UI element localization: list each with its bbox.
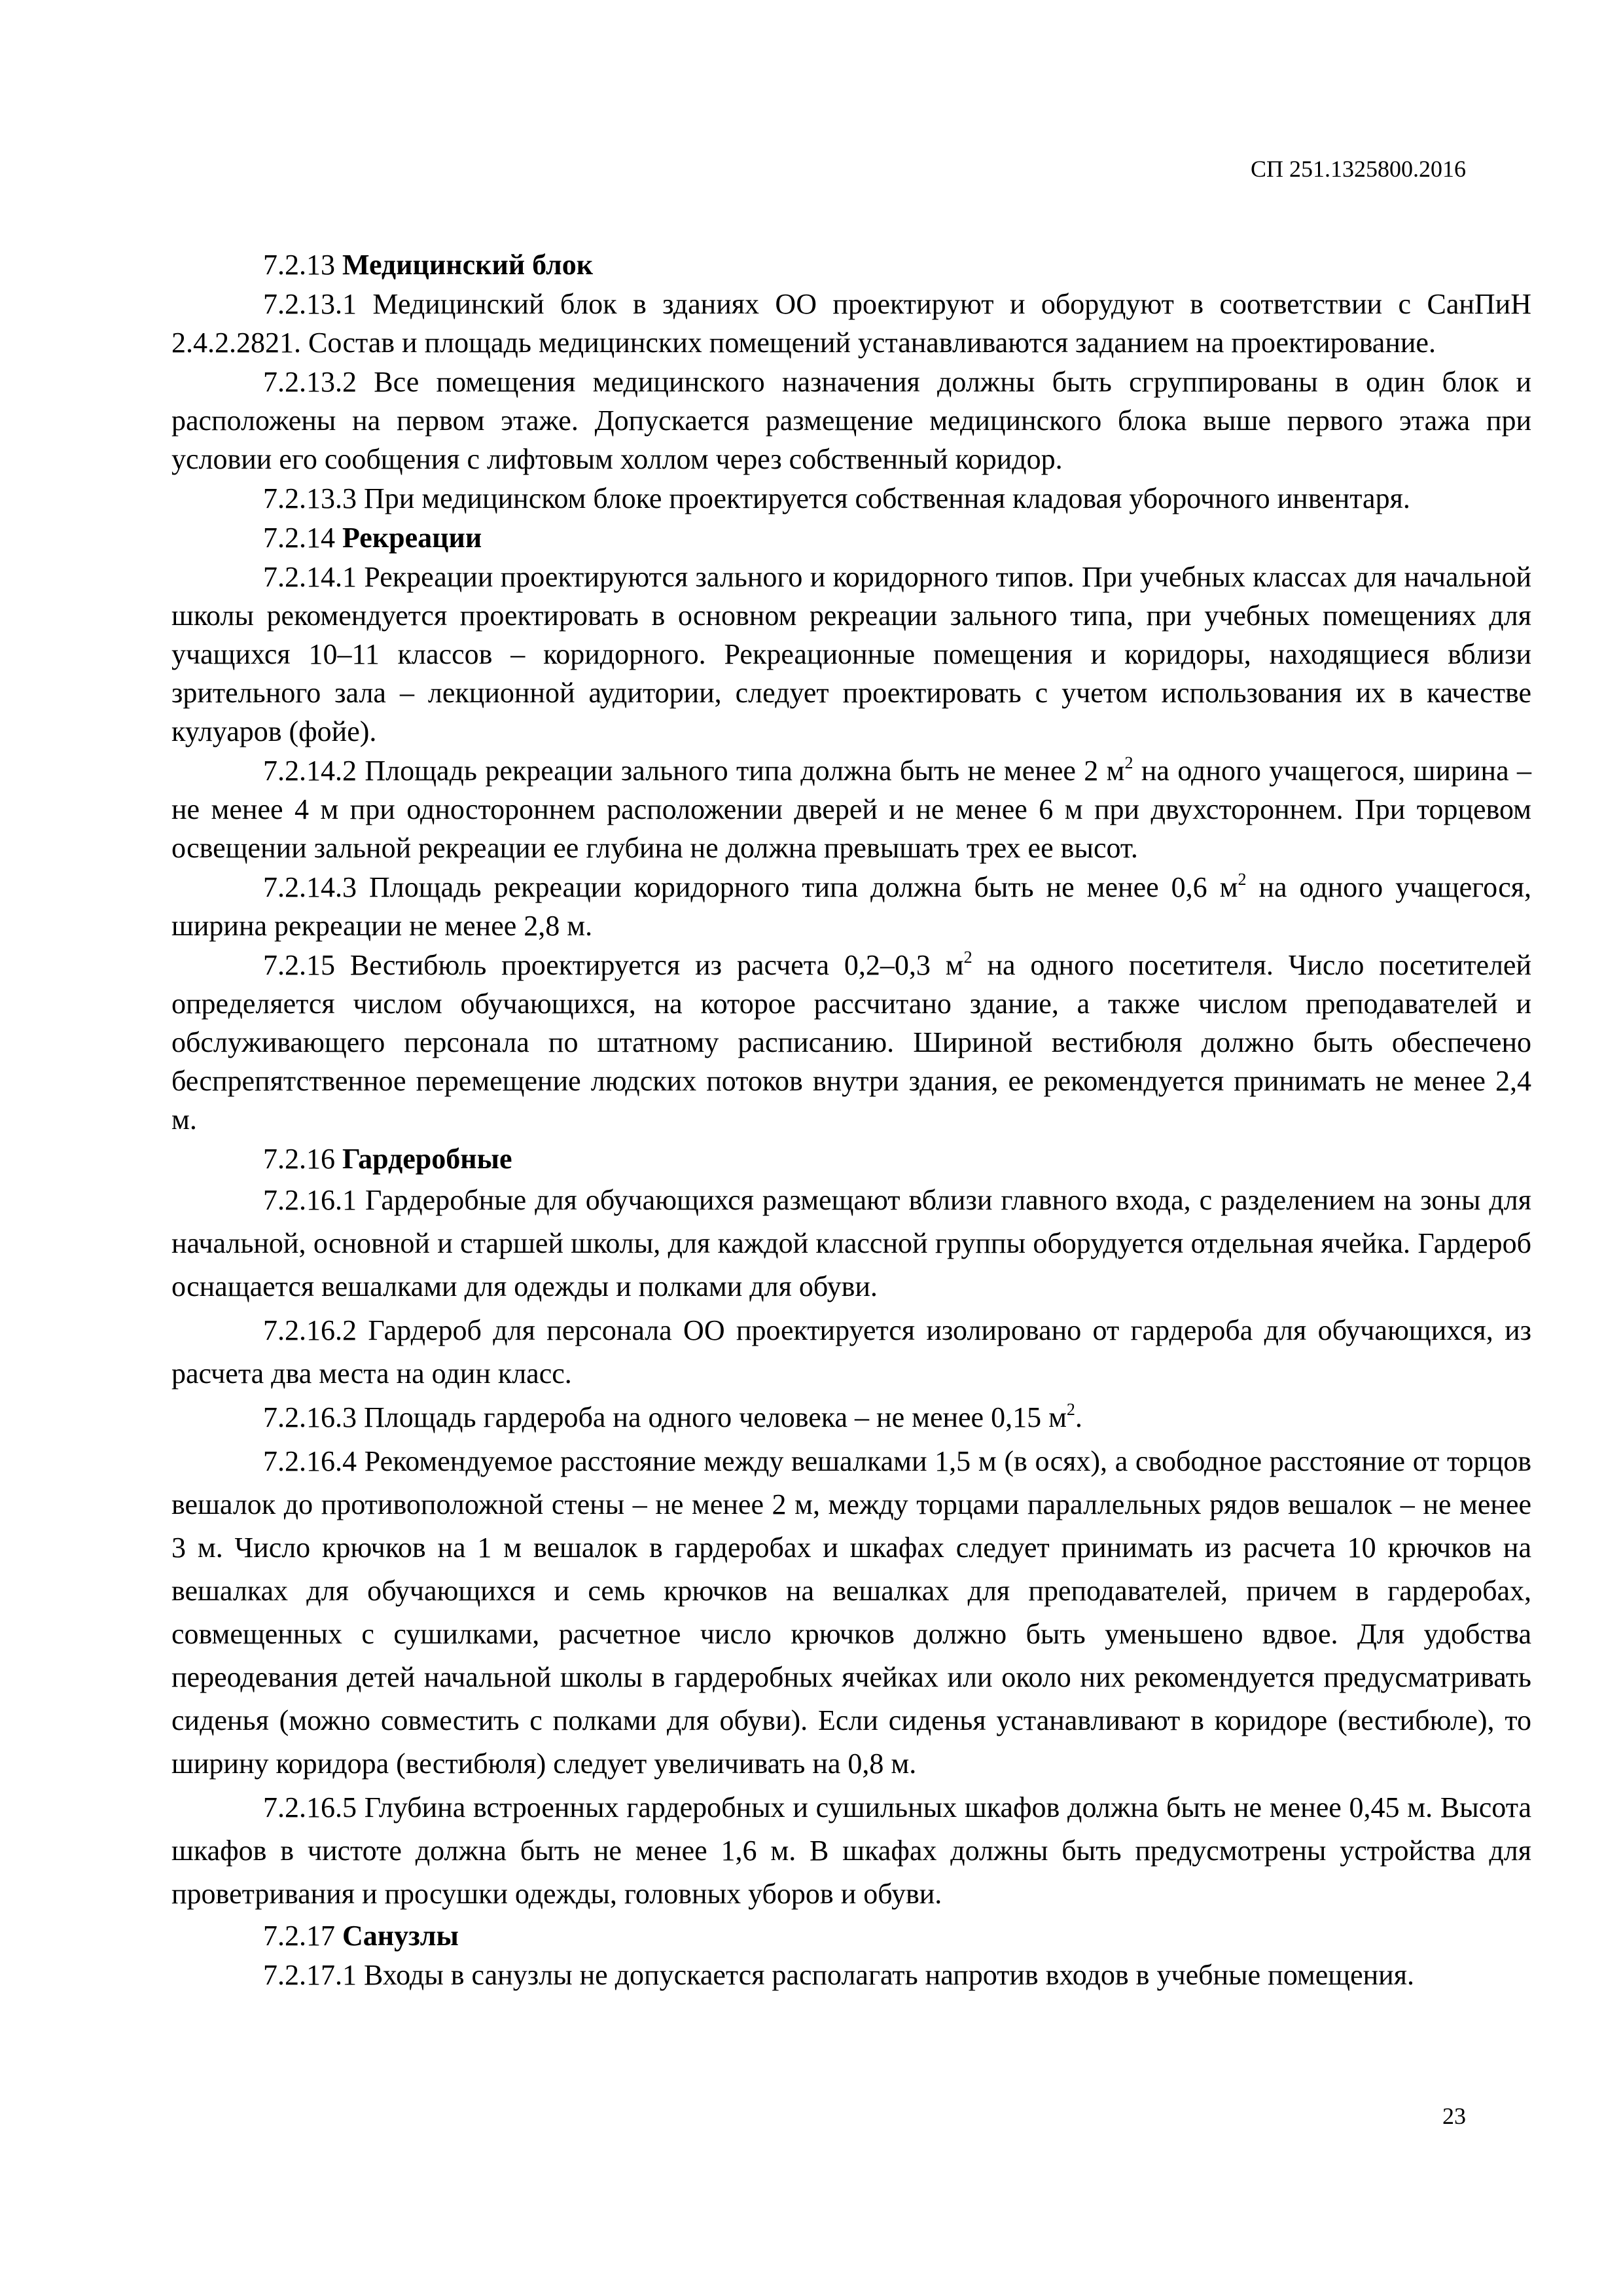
- paragraph-7-2-16-3: [171, 1396, 1531, 1439]
- paragraph-7-2-14-2: [171, 751, 1531, 867]
- section-number: 7.2.14: [263, 522, 335, 554]
- section-heading-7-2-14: [171, 518, 1531, 557]
- paragraph-7-2-16-1: 7.2.16.1 Гардеробные для обучающихся размещают вблизи главного входа, с разделением на зоны для начальной, основной и старшей школы, для каждой классной группы оборудуется отдельная ячейка. Гардероб оснащается вешалками для одежды и полками для обуви.: [171, 1184, 1531, 1302]
- paragraph-7-2-14-1: 7.2.14.1 Рекреации проектируются зального и коридорного типов. При учебных классах для начальной школы рекомендуется проектировать в основном рекреации зального типа, при учебных помещениях для учащихся 10–11 классов – коридорного. Рекреационные помещения и коридоры, находящиеся вблизи зрительного зала – лекционной аудитории, следует проектировать с учетом использования их в качестве кулуаров (фойе).: [171, 561, 1531, 747]
- section-heading-7-2-16: [171, 1139, 1531, 1178]
- section-number: 7.2.16: [263, 1143, 335, 1175]
- page-content: [171, 245, 1531, 1995]
- paragraph-text: 7.2.15 Вестибюль проектируется из расчета 0,2–0,3 м: [263, 949, 964, 981]
- paragraph-7-2-13-1: 7.2.13.1 Медицинский блок в зданиях ОО проектируют и оборудуют в соответствии с СанПиН 2.4.2.2821. Состав и площадь медицинских помещений устанавливаются заданием на проектирование.: [171, 288, 1531, 359]
- paragraph-7-2-16-4: 7.2.16.4 Рекомендуемое расстояние между вешалками 1,5 м (в осях), а свободное расстояние от торцов вешалок до противоположной стены – не менее 2 м, между торцами параллельных рядов вешалок – не менее 3 м. Число крючков на 1 м вешалок в гардеробах и шкафах следует принимать из расчета 10 крючков на вешалках для обучающихся и семь крючков на вешалках для преподавателей, причем в гардеробах, совмещенных с сушилками, расчетное число крючков должно быть уменьшено вдвое. Для удобства переодевания детей начальной школы в гардеробных ячейках или около них рекомендуется предусматривать сиденья (можно совместить с полками для обуви). Если сиденья устанавливают в коридоре (вестибюле), то ширину коридора (вестибюля) следует увеличивать на 0,8 м.: [171, 1445, 1531, 1780]
- section-number: 7.2.13: [263, 249, 335, 281]
- paragraph-7-2-16-5: 7.2.16.5 Глубина встроенных гардеробных и сушильных шкафов должна быть не менее 0,45 м. Высота шкафов в чистоте должна быть не менее 1,6 м. В шкафах должны быть предусмотрены устройства для проветривания и просушки одежды, головных уборов и обуви.: [171, 1791, 1531, 1910]
- paragraph-7-2-17-1: 7.2.17.1 Входы в санузлы не допускается располагать напротив входов в учебные помещения.: [263, 1959, 1414, 1991]
- section-title: Санузлы: [342, 1920, 459, 1952]
- paragraph-text: .: [1075, 1401, 1082, 1433]
- paragraph-7-2-14-3: [171, 868, 1531, 945]
- section-title: Медицинский блок: [342, 249, 594, 281]
- paragraph-text: 7.2.14.2 Площадь рекреации зального типа должна быть не менее 2 м: [263, 755, 1125, 787]
- page-number: 23: [1442, 2103, 1466, 2129]
- superscript: 2: [1124, 753, 1133, 772]
- section-heading-7-2-13: [171, 245, 1531, 284]
- paragraph-7-2-13-2: 7.2.13.2 Все помещения медицинского назначения должны быть сгруппированы в один блок и расположены на первом этаже. Допускается размещение медицинского блока выше первого этажа при условии его сообщения с лифтовым холлом через собственный коридор.: [171, 366, 1531, 475]
- section-title: Рекреации: [342, 522, 482, 554]
- superscript: 2: [1238, 870, 1247, 889]
- section-number: 7.2.17: [263, 1920, 335, 1952]
- paragraph-text: 7.2.14.3 Площадь рекреации коридорного типа должна быть не менее 0,6 м: [263, 871, 1238, 903]
- paragraph-7-2-13-3: 7.2.13.3 При медицинском блоке проектируется собственная кладовая уборочного инвентаря.: [263, 482, 1410, 514]
- superscript: 2: [1066, 1400, 1075, 1419]
- paragraph-7-2-15: [171, 946, 1531, 1139]
- section-heading-7-2-17: [171, 1916, 1531, 1955]
- superscript: 2: [963, 948, 972, 967]
- section-title: Гардеробные: [342, 1143, 512, 1175]
- paragraph-text: на одного учащегося, ширина – не менее 4 м при одностороннем расположении дверей и не менее 6 м при двухстороннем. При торцевом освещении зальной рекреации ее глубина не должна превышать трех ее высот.: [171, 755, 1531, 864]
- paragraph-text: на одного посетителя. Число посетителей определяется числом обучающихся, на которое рассчитано здание, а также числом преподавателей и обслуживающего персонала по штатному расписанию. Шириной вестибюля должно быть обеспечено беспрепятственное перемещение людских потоков внутри здания, ее рекомендуется принимать не менее 2,4 м.: [171, 949, 1531, 1136]
- paragraph-text: на одного учащегося, ширина рекреации не менее 2,8 м.: [171, 871, 1532, 942]
- document-code: СП 251.1325800.2016: [1250, 156, 1466, 182]
- paragraph-text: 7.2.16.3 Площадь гардероба на одного человека – не менее 0,15 м: [263, 1401, 1067, 1433]
- paragraph-7-2-16-2: 7.2.16.2 Гардероб для персонала ОО проектируется изолировано от гардероба для обучающихся, из расчета два места на один класс.: [171, 1314, 1531, 1390]
